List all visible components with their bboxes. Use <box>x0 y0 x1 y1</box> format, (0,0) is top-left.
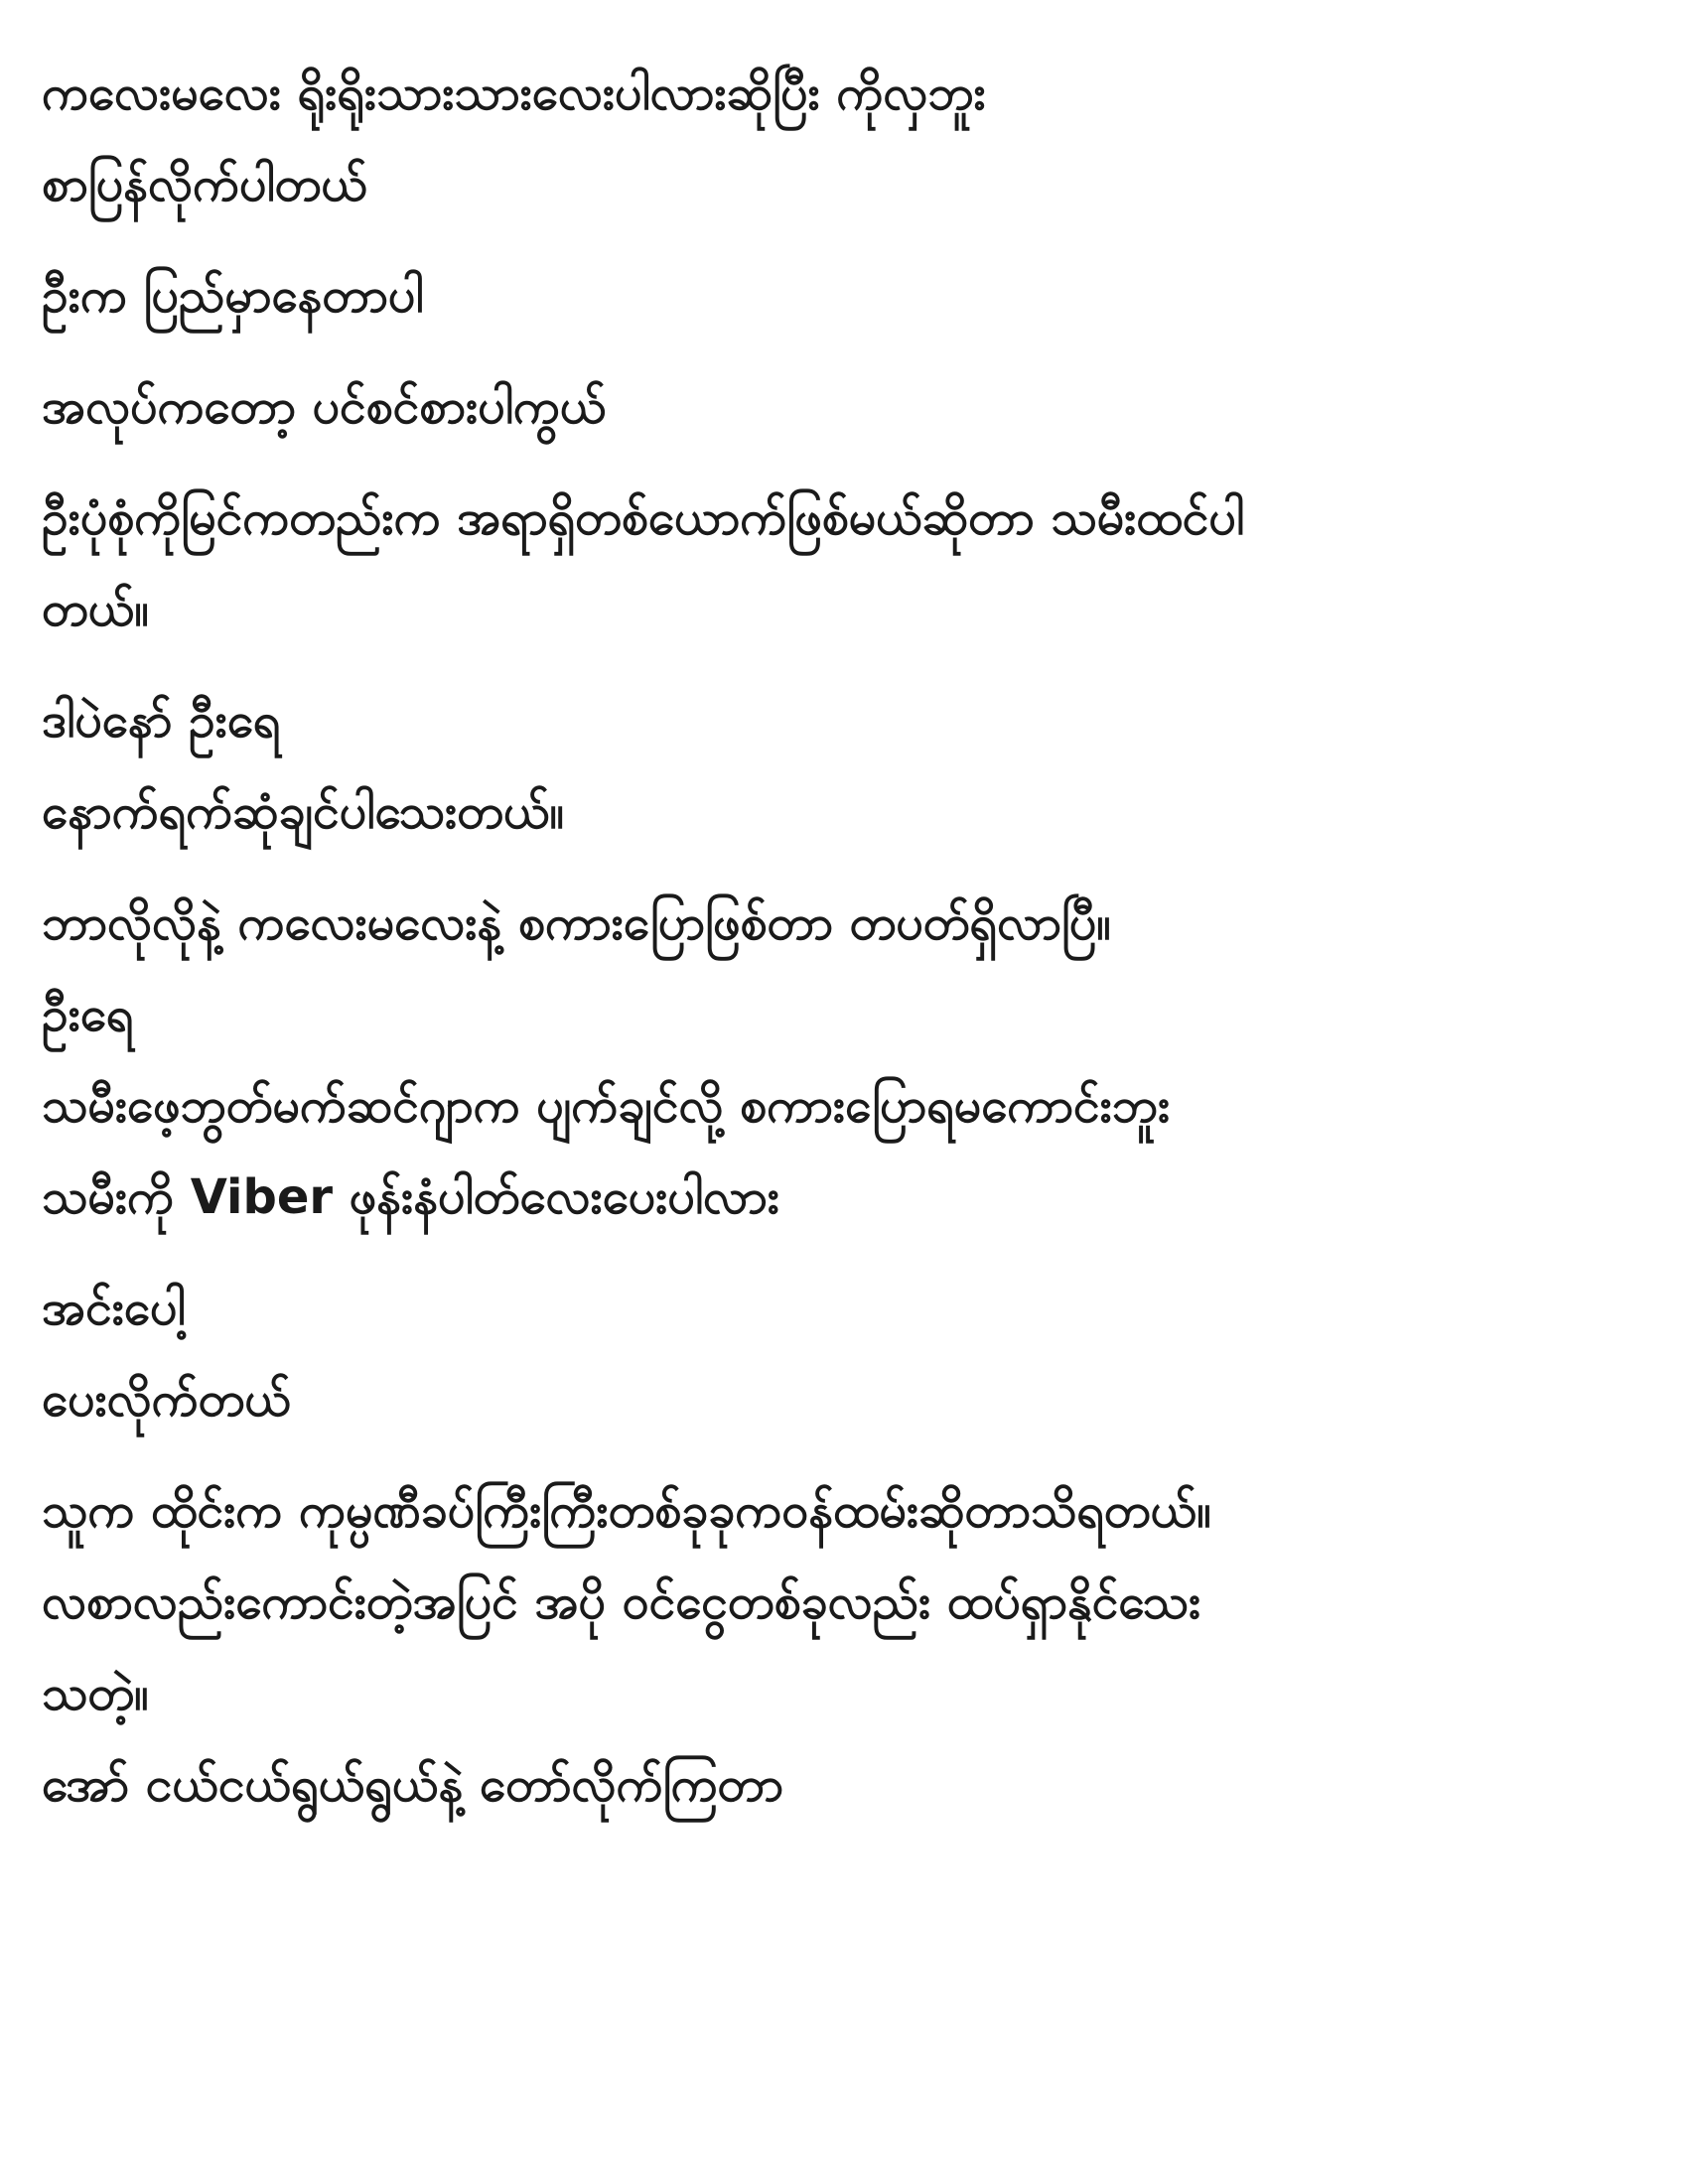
text-line: ဘာလိုလိုနဲ့ ကလေးမလေးနဲ့ စကားပြောဖြစ်တာ တပတ်ရှိလာပြီ။ <box>42 895 1111 951</box>
text-line: သူက ထိုင်းက ကုမ္ပဏီခပ်ကြီးကြီးတစ်ခုခုကဝန်ထမ်းဆိုတာသိရတယ်။ <box>42 1483 1211 1539</box>
text-line: ကလေးမလေး ရိုးရိုးသားသားလေးပါလားဆိုပြီး ကိုလှဘူး <box>42 66 986 121</box>
paragraph <box>42 473 1646 655</box>
text-line: စာပြန်လိုက်ပါတယ် <box>42 157 367 212</box>
text-line: အော် ငယ်ငယ်ရွယ်ရွယ်နဲ့ တော်လိုက်ကြတာ <box>42 1757 783 1813</box>
text-line: ဦးရေ <box>42 987 134 1042</box>
text-line: နောက်ရက်ဆုံချင်ပါသေးတယ်။ <box>42 784 565 840</box>
text-line: ဦးပုံစုံကိုမြင်ကတည်းက အရာရှိတစ်ယောက်ဖြစ်မယ်ဆိုတာ သမီးထင်ပါ <box>42 490 1245 546</box>
paragraph <box>42 48 1646 230</box>
paragraph <box>42 878 1646 1243</box>
text-line: အင်းပေါ့ <box>42 1281 186 1336</box>
text-line: ပေးလိုက်တယ် <box>42 1372 291 1428</box>
text-line: သမီးကို Viber ဖုန်းနံပါတ်လေးပေးပါလား <box>42 1169 779 1225</box>
text-line: သတဲ့။ <box>42 1666 149 1721</box>
text-line: ဒါပဲနော် ဦးရေ <box>42 693 281 749</box>
text-line: အလုပ်ကတော့ ပင်စင်စားပါကွယ် <box>42 379 607 435</box>
text-line: တယ်။ <box>42 582 149 637</box>
paragraph <box>42 1263 1646 1445</box>
paragraph <box>42 361 1646 453</box>
story-text <box>42 48 1646 1831</box>
text-line: ဦးက ပြည်မှာနေတာပါ <box>42 268 424 324</box>
paragraph <box>42 250 1646 341</box>
paragraph <box>42 1465 1646 1831</box>
text-line: သမီးဖေ့ဘွတ်မက်ဆင်ဂျာက ပျက်ချင်လို့ စကားပြောရမကောင်းဘူး <box>42 1078 1171 1134</box>
text-line: လစာလည်းကောင်းတဲ့အပြင် အပို ဝင်ငွေတစ်ခုလည်း ထပ်ရှာနိုင်သေး <box>42 1574 1201 1630</box>
paragraph <box>42 675 1646 858</box>
